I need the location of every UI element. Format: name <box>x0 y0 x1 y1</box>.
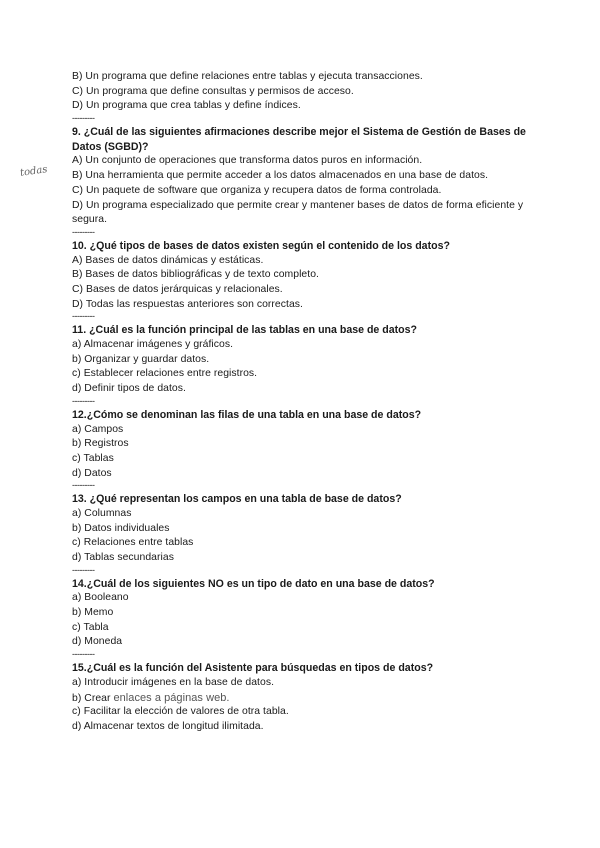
q14-option-b: b) Memo <box>72 607 114 619</box>
q13-option-b: b) Datos individuales <box>72 522 170 534</box>
q14-option-d: d) Moneda <box>72 636 123 648</box>
q10-option-c: C) Bases de datos jerárquicas y relacionales. <box>72 284 283 295</box>
separator: --------- <box>72 113 95 124</box>
q15-option-d: d) Almacenar textos de longitud ilimitada. <box>72 720 264 732</box>
q11-option-a: a) Almacenar imágenes y gráficos. <box>72 339 234 351</box>
separator: --------- <box>72 649 95 660</box>
q8-option-d: D) Un programa que crea tablas y define índices. <box>72 100 301 112</box>
q12-option-d: d) Datos <box>72 467 112 479</box>
separator: --------- <box>72 226 95 237</box>
handwritten-margin-note: todas <box>19 164 49 179</box>
q15-question: 15.¿Cuál es la función del Asistente para búsquedas en tipos de datos? <box>72 662 434 675</box>
q9-option-c: C) Un paquete de software que organiza y recupera datos de forma controlada. <box>72 184 442 196</box>
q13-question: 13. ¿Qué representan los campos en una tabla de base de datos? <box>72 493 402 506</box>
q12-option-a: a) Campos <box>72 423 124 435</box>
separator: --------- <box>72 395 95 406</box>
q9-option-d: D) Un programa especializado que permite crear y mantener bases de datos de forma eficiente y segura. <box>72 199 524 226</box>
q11-option-b: b) Organizar y guardar datos. <box>72 353 210 365</box>
q11-option-d: d) Definir tipos de datos. <box>72 383 186 395</box>
q15-option-b <box>72 691 542 706</box>
q11-option-c: c) Establecer relaciones entre registros. <box>72 368 258 380</box>
q14-question: 14.¿Cuál de los siguientes NO es un tipo de dato en una base de datos? <box>72 577 435 590</box>
q8-option-b: B) Un programa que define relaciones entre tablas y ejecuta transacciones. <box>72 71 423 82</box>
q15-option-c: c) Facilitar la elección de valores de otra tabla. <box>72 706 289 718</box>
q10-option-d: D) Todas las respuestas anteriores son correctas. <box>72 298 303 310</box>
separator: --------- <box>72 311 95 322</box>
separator: --------- <box>72 564 95 575</box>
q14-option-c: c) Tabla <box>72 621 109 633</box>
separator: --------- <box>72 480 95 491</box>
q12-option-c: c) Tablas <box>72 452 114 464</box>
q12-question: 12.¿Cómo se denominan las filas de una tabla en una base de datos? <box>72 408 422 421</box>
q10-question: 10. ¿Qué tipos de bases de datos existen según el contenido de los datos? <box>72 239 450 252</box>
q14-option-a: a) Booleano <box>72 592 129 604</box>
q15-option-b-label: b) Crear <box>72 692 114 704</box>
q10-option-a: A) Bases de datos dinámicas y estáticas. <box>72 254 264 266</box>
q13-option-a: a) Columnas <box>72 507 132 519</box>
q9-option-b: B) Una herramienta que permite acceder a los datos almacenados en una base de datos. <box>72 170 489 182</box>
q11-question: 11. ¿Cuál es la función principal de las tablas en una base de datos? <box>72 324 417 337</box>
q10-option-b: B) Bases de datos bibliográficas y de texto completo. <box>72 269 319 281</box>
q8-option-c: C) Un programa que define consultas y permisos de acceso. <box>72 85 354 97</box>
q9-question: 9. ¿Cuál de las siguientes afirmaciones describe mejor el Sistema de Gestión de Bases de Datos (SGBD)? <box>72 126 526 153</box>
q13-option-d: d) Tablas secundarias <box>72 552 174 563</box>
question-list <box>72 70 542 735</box>
q15-option-a: a) Introducir imágenes en la base de datos. <box>72 676 275 688</box>
q12-option-b: b) Registros <box>72 438 129 450</box>
q9-option-a: A) Un conjunto de operaciones que transforma datos puros en información. <box>72 155 423 167</box>
q13-option-c: c) Relaciones entre tablas <box>72 537 194 549</box>
q15-option-b-text: enlaces a páginas web. <box>113 691 230 704</box>
